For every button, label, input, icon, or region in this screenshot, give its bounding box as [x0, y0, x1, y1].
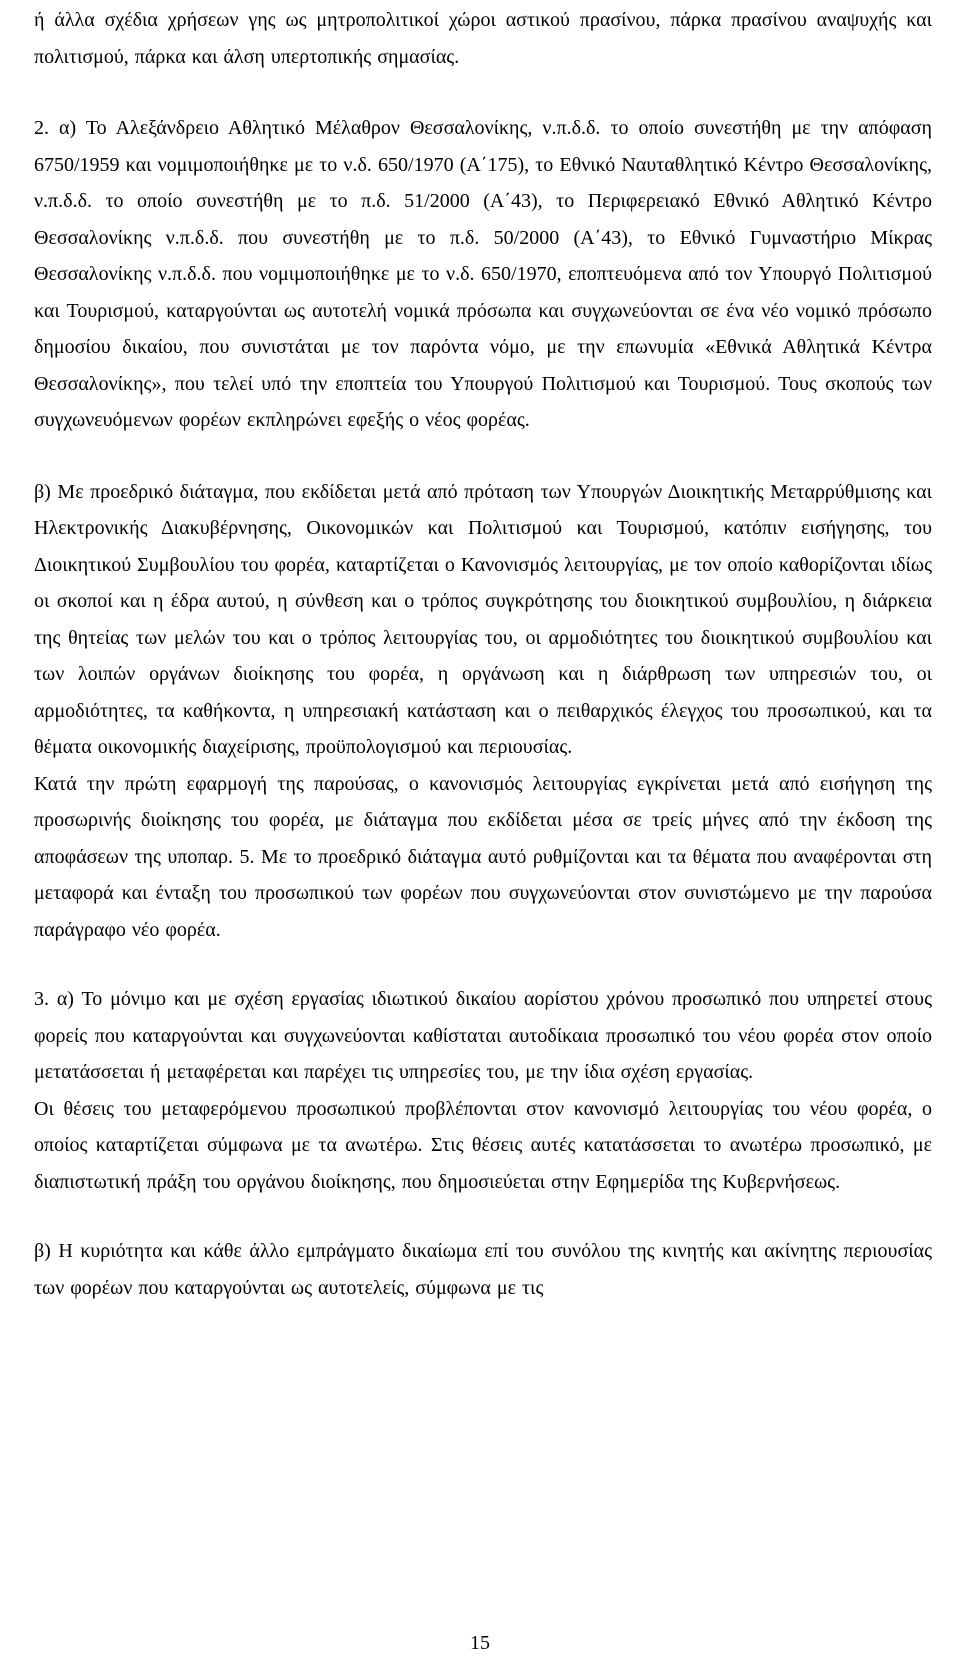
paragraph-gap [34, 75, 932, 110]
paragraph-gap [34, 948, 932, 981]
paragraph-gap [34, 1200, 932, 1233]
paragraph-2a-merger: 2. α) Το Αλεξάνδρειο Αθλητικό Μέλαθρον Θεσσαλονίκης, ν.π.δ.δ. το οποίο συνεστήθη με την απόφαση 6750/1959 και νομιμοποιήθηκε με το ν.δ. 650/1970 (Α΄175), το Εθνικό Ναυταθλητικό Κέντρο Θεσσαλονίκης, ν.π.δ.δ. το οποίο συνεστήθη με το π.δ. 51/2000 (Α΄43), το Περιφερειακό Εθνικό Αθλητικό Κέντρο Θεσσαλονίκης ν.π.δ.δ. που συνεστήθη με το π.δ. 50/2000 (Α΄43), το Εθνικό Γυμναστήριο Μίκρας Θεσσαλονίκης ν.π.δ.δ. που νομιμοποιήθηκε με το ν.δ. 650/1970, εποπτευόμενα από τον Υπουργό Πολιτισμού και Τουρισμού, καταργούνται ως αυτοτελή νομικά πρόσωπα και συγχωνεύονται σε ένα νέο νομικό πρόσωπο δημοσίου δικαίου, που συνιστάται με τον παρόντα νόμο, με την επωνυμία «Εθνικά Αθλητικά Κέντρα Θεσσαλονίκης», που τελεί υπό την εποπτεία του Υπουργού Πολιτισμού και Τουρισμού. Τους σκοπούς των συγχωνευόμενων φορέων εκπληρώνει εφεξής ο νέος φορέας. [34, 117, 932, 431]
paragraph-first-application: Κατά την πρώτη εφαρμογή της παρούσας, ο κανονισμός λειτουργίας εγκρίνεται μετά από εισήγηση της προσωρινής διοίκησης του φορέα, με διάταγμα που εκδίδεται μέσα σε τρείς μήνες από την έκδοση της αποφάσεων της υποπαρ. 5. Με το προεδρικό διάταγμα αυτό ρυθμίζονται και τα θέματα που αναφέρονται στη μεταφορά και ένταξη του προσωπικού των φορέων που συγχωνεύονται στον συνιστώμενο με την παρούσα παράγραφο νέο φορέα. [34, 772, 932, 941]
paragraph-gap [34, 439, 932, 474]
paragraph-3a-staff: 3. α) Το μόνιμο και με σχέση εργασίας ιδιωτικού δικαίου αορίστου χρόνου προσωπικό που υπηρετεί στους φορείς που καταργούνται και συγχωνεύονται καθίσταται αυτοδίκαια προσωπικό του νέου φορέα στον οποίο μετατάσσεται ή μεταφέρεται και παρέχει τις υπηρεσίες του, με την ίδια σχέση εργασίας. [34, 988, 932, 1083]
page-number: 15 [470, 1632, 490, 1654]
paragraph-3b-property: β) Η κυριότητα και κάθε άλλο εμπράγματο δικαίωμα επί του συνόλου της κινητής και ακίνητης περιουσίας των φορέων που καταργούνται ως αυτοτελείς, σύμφωνα με τις [34, 1240, 932, 1299]
paragraph-2b-regulation: β) Με προεδρικό διάταγμα, που εκδίδεται μετά από πρόταση των Υπουργών Διοικητικής Μεταρρύθμισης και Ηλεκτρονικής Διακυβέρνησης, Οικονομικών και Πολιτισμού και Τουρισμού, κατόπιν εισήγησης, του Διοικητικού Συμβουλίου του φορέα, καταρτίζεται ο Κανονισμός λειτουργίας, με τον οποίο καθορίζονται ιδίως οι σκοποί και η έδρα αυτού, η σύνθεση και ο τρόπος συγκρότησης του διοικητικού συμβουλίου, η διάρκεια της θητείας των μελών του και ο τρόπος λειτουργίας του, οι αρμοδιότητες του διοικητικού συμβουλίου και των λοιπών οργάνων διοίκησης του φορέα, η οργάνωση και η διάρθρωση των υπηρεσιών του, οι αρμοδιότητες, τα καθήκοντα, η υπηρεσιακή κατάσταση και ο πειθαρχικός έλεγχος του προσωπικού, και τα θέματα οικονομικής διαχείρισης, προϋπολογισμού και περιουσίας. [34, 480, 932, 758]
paragraph-parks-continuation: ή άλλα σχέδια χρήσεων γης ως μητροπολιτικοί χώροι αστικού πρασίνου, πάρκα πρασίνου αναψυχής και πολιτισμού, πάρκα και άλση υπερτοπικής σημασίας. [34, 9, 932, 68]
paragraph-staff-positions: Οι θέσεις του μεταφερόμενου προσωπικού προβλέπονται στον κανονισμό λειτουργίας του νέου φορέα, ο οποίος καταρτίζεται σύμφωνα με τα ανωτέρω. Στις θέσεις αυτές κατατάσσεται το ανωτέρω προσωπικό, με διαπιστωτική πράξη του οργάνου διοίκησης, που δημοσιεύεται στην Εφημερίδα της Κυβερνήσεως. [34, 1097, 932, 1193]
